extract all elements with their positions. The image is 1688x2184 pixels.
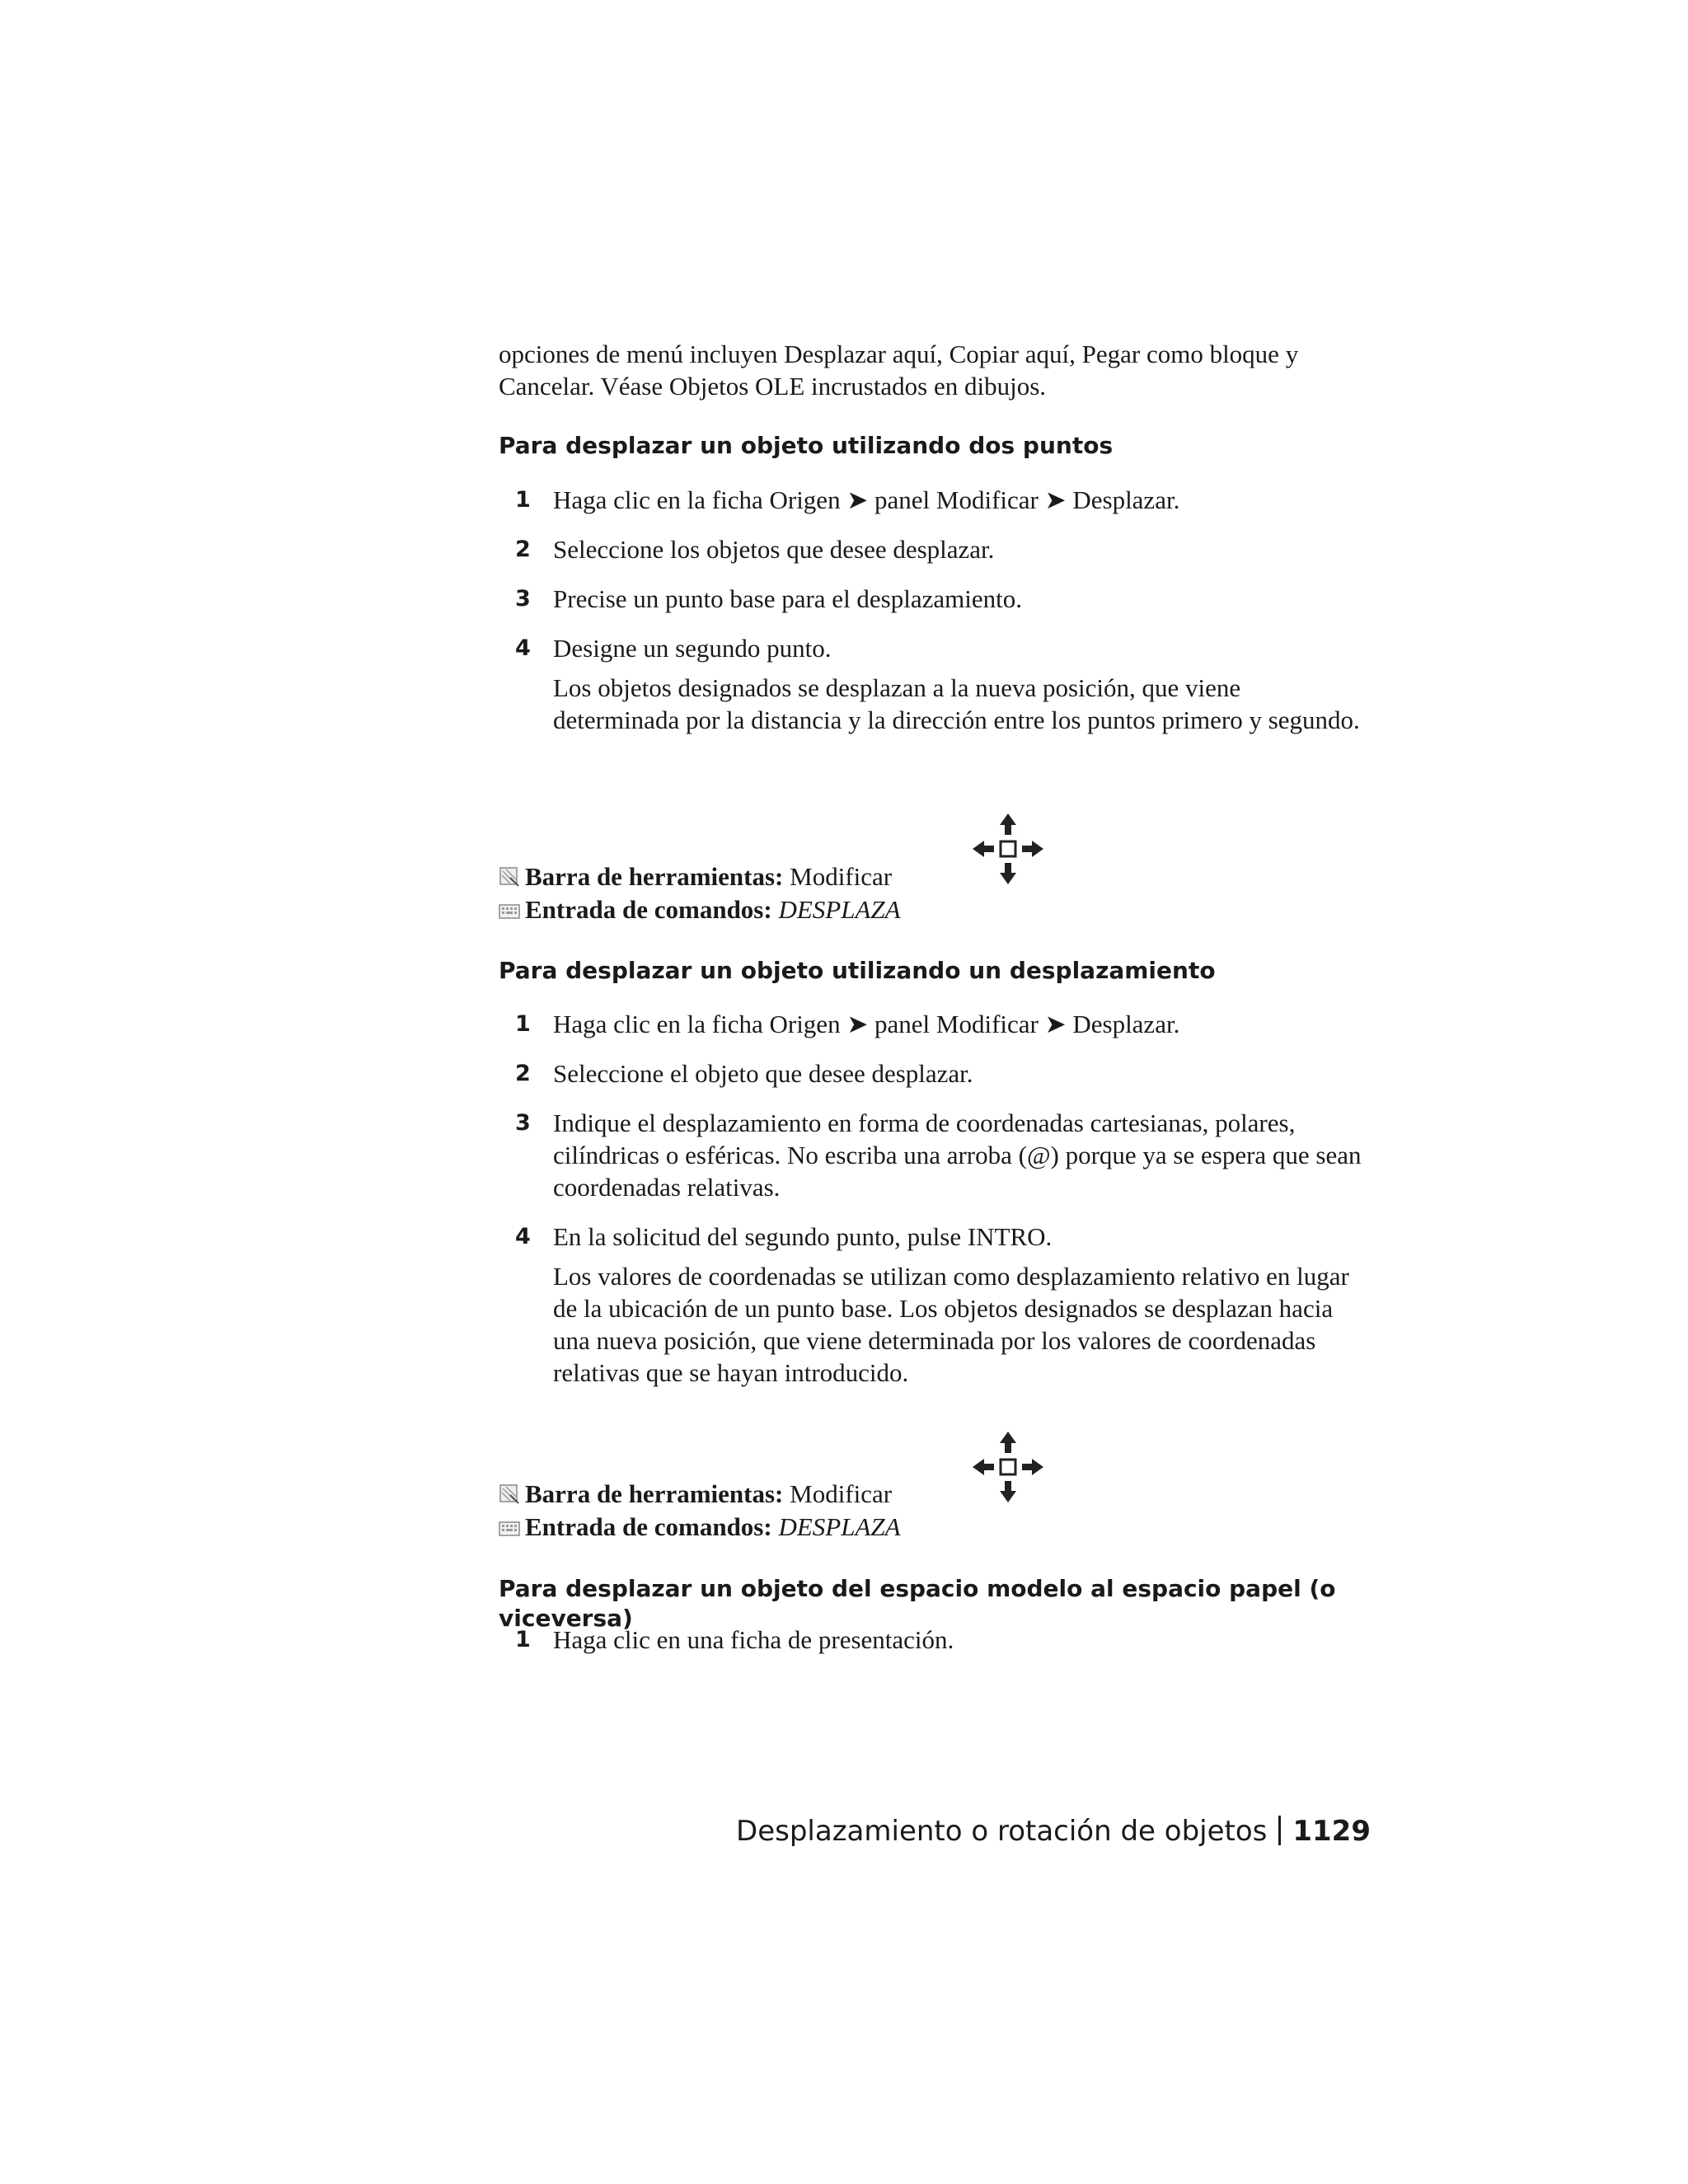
section-heading: Para desplazar un objeto utilizando un desplazamiento	[499, 957, 1216, 984]
command-reference	[499, 1511, 1142, 1546]
step-note: Los valores de coordenadas se utilizan como desplazamiento relativo en lugar de la ubicación de un punto base. Los objetos designados se desplazan hacia una nueva posición, que viene determinada por los valores de coordenadas relativas que se hayan introducido.	[553, 1262, 1349, 1387]
step-text: Haga clic en la ficha Origen ➤ panel Modificar ➤ Desplazar.	[553, 485, 1180, 514]
keyboard-icon	[499, 896, 520, 929]
toolbar-value: Modificar	[790, 1479, 893, 1508]
keyboard-icon	[499, 1513, 520, 1546]
toolbar-label: Barra de herramientas:	[525, 862, 784, 891]
command-label: Entrada de comandos:	[525, 895, 772, 924]
list-item	[499, 632, 1372, 736]
footer-divider	[1278, 1816, 1281, 1845]
command-value: DESPLAZA	[778, 895, 901, 924]
page-footer	[736, 1813, 1371, 1849]
step-number: 1	[515, 1011, 531, 1037]
step-number: 1	[515, 1627, 531, 1652]
step-number: 1	[515, 487, 531, 513]
step-number: 2	[515, 1061, 531, 1086]
step-number: 4	[515, 1224, 531, 1249]
step-number: 3	[515, 586, 531, 612]
page-number: 1129	[1292, 1815, 1371, 1848]
list-item	[499, 533, 1372, 565]
toolbar-value: Modificar	[790, 862, 893, 891]
section-heading: Para desplazar un objeto del espacio modelo al espacio papel (o viceversa)	[499, 1575, 1336, 1632]
list-item	[499, 484, 1372, 516]
step-note: Los objetos designados se desplazan a la nueva posición, que viene determinada por la distancia y la dirección entre los puntos primero y segundo.	[553, 673, 1360, 734]
step-text: Haga clic en una ficha de presentación.	[553, 1625, 954, 1654]
list-item	[499, 1624, 1372, 1656]
list-item	[499, 583, 1372, 615]
list-item	[499, 1057, 1372, 1090]
toolbar-reference	[499, 860, 1142, 896]
step-number: 3	[515, 1110, 531, 1136]
step-text: Haga clic en la ficha Origen ➤ panel Modificar ➤ Desplazar.	[553, 1010, 1180, 1038]
section-heading: Para desplazar un objeto utilizando dos puntos	[499, 432, 1114, 459]
step-text: Seleccione los objetos que desee desplazar.	[553, 535, 995, 564]
command-reference	[499, 893, 1142, 929]
intro-paragraph: opciones de menú incluyen Desplazar aquí, Copiar aquí, Pegar como bloque y Cancelar. Véase Objetos OLE incrustados en dibujos.	[499, 340, 1299, 401]
step-text: Seleccione el objeto que desee desplazar.	[553, 1059, 973, 1088]
command-value: DESPLAZA	[778, 1512, 901, 1541]
chapter-title: Desplazamiento o rotación de objetos	[736, 1815, 1268, 1848]
list-item	[499, 1008, 1372, 1040]
step-text: Designe un segundo punto.	[553, 634, 832, 663]
toolbar-reference	[499, 1478, 1142, 1513]
toolbar-icon	[499, 1480, 520, 1513]
toolbar-icon	[499, 863, 520, 896]
step-list	[499, 1624, 1372, 1673]
step-list	[499, 484, 1372, 753]
step-number: 2	[515, 537, 531, 562]
list-item	[499, 1107, 1372, 1203]
step-text: Precise un punto base para el desplazamiento.	[553, 584, 1022, 613]
command-label: Entrada de comandos:	[525, 1512, 772, 1541]
toolbar-label: Barra de herramientas:	[525, 1479, 784, 1508]
step-text: En la solicitud del segundo punto, pulse INTRO.	[553, 1222, 1053, 1251]
step-number: 4	[515, 635, 531, 661]
step-text: Indique el desplazamiento en forma de coordenadas cartesianas, polares, cilíndricas o esféricas. No escriba una arroba (@) porque ya se espera que sean coordenadas relativas.	[553, 1108, 1362, 1202]
list-item	[499, 1221, 1372, 1389]
step-list	[499, 1008, 1372, 1406]
